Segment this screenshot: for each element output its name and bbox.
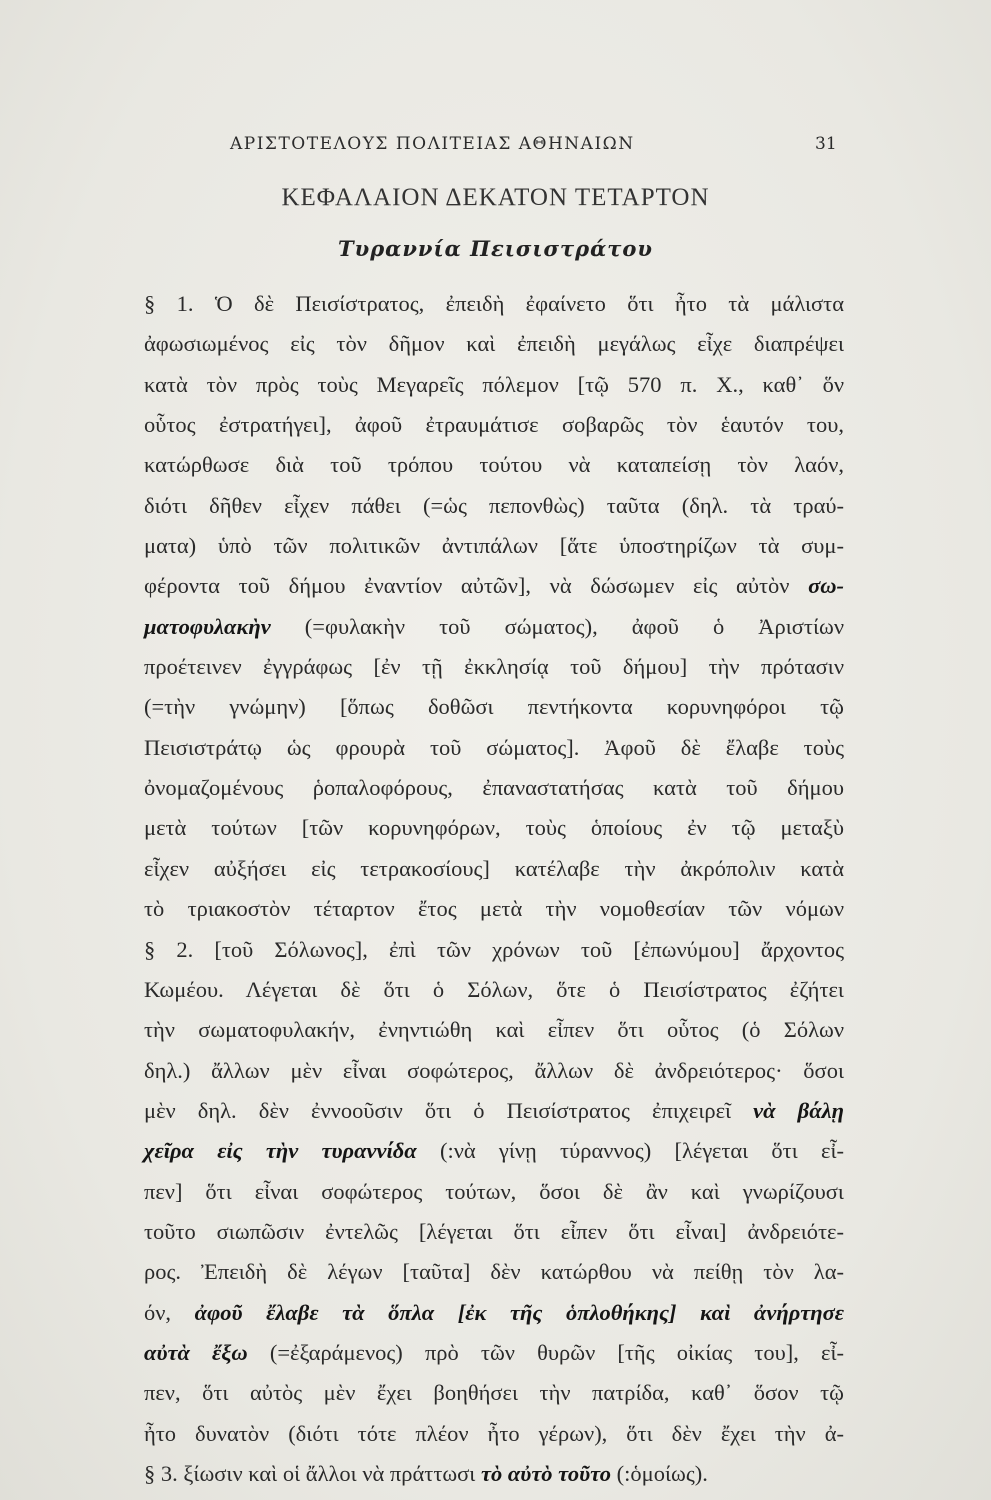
text-run: δηλ.) ἄλλων μὲν εἶναι σοφώτερος, ἄλλων δὲ ἀνδρειότερος· ὅσοι (144, 1057, 844, 1083)
emphasized-text: ἀφοῦ ἔλαβε τὰ ὅπλα [ἐκ τῆς ὁπλοθήκης] καὶ ἀνήρτησε (194, 1299, 844, 1325)
text-line (144, 445, 844, 485)
chapter-heading: ΚΕΦΑΛΑΙΟΝ ΔΕΚΑΤΟΝ ΤΕΤΑΡΤΟΝ (281, 184, 710, 211)
text-line (144, 1091, 844, 1131)
text-line (144, 768, 844, 808)
body-text (144, 284, 844, 1494)
text-run: κατώρθωσε διὰ τοῦ τρόπου τούτου νὰ καταπείσῃ τὸν λαόν, (144, 452, 844, 478)
text-line (144, 647, 844, 687)
text-run: (:ὁμοίως). (611, 1460, 708, 1486)
text-line (144, 1051, 844, 1091)
text-run: § 2. [τοῦ Σόλωνος], ἐπὶ τῶν χρόνων τοῦ [ἐπωνύμου] ἄρχοντος (144, 936, 844, 962)
text-line (144, 526, 844, 566)
text-line (144, 1373, 844, 1413)
text-line (144, 365, 844, 405)
text-run: οὗτος ἐστρατήγει], ἀφοῦ ἐτραυμάτισε σοβαρῶς τὸν ἑαυτόν του, (144, 412, 844, 438)
text-run: τοῦτο σιωπῶσιν ἐντελῶς [λέγεται ὅτι εἶπεν ὅτι εἶναι] ἀνδρειότε- (144, 1218, 844, 1244)
text-run: προέτεινεν ἐγγράφως [ἐν τῇ ἐκκλησίᾳ τοῦ δήμου] τὴν πρότασιν (144, 654, 844, 680)
text-run: (=ἐξαράμενος) πρὸ τῶν θυρῶν [τῆς οἰκίας του], εἶ- (247, 1339, 845, 1365)
text-line (144, 728, 844, 768)
text-run: κατὰ τὸν πρὸς τοὺς Μεγαρεῖς πόλεμον [τῷ 570 π. Χ., καθ᾽ ὅν (144, 371, 844, 397)
emphasized-text: ματοφυλακὴν (144, 613, 271, 639)
text-run: § 1. Ὁ δὲ Πεισίστρατος, ἐπειδὴ ἐφαίνετο ὅτι ἦτο τὰ μάλιστα (144, 291, 844, 316)
emphasized-text: χεῖρα εἰς τὴν τυραννίδα (144, 1138, 417, 1164)
text-run: εἶχεν αὐξήσει εἰς τετρακοσίους] κατέλαβε τὴν ἀκρόπολιν κατὰ (144, 855, 844, 881)
text-run: ματα) ὑπὸ τῶν πολιτικῶν ἀντιπάλων [ἅτε ὑποστηρίζων τὰ συμ- (144, 533, 844, 559)
text-run: φέροντα τοῦ δήμου ἐναντίον αὐτῶν], νὰ δώσωμεν εἰς αὐτὸν (144, 573, 809, 599)
text-line (144, 1010, 844, 1050)
text-line (144, 1414, 844, 1454)
text-line (144, 808, 844, 848)
text-run: πεν, ὅτι αὐτὸς μὲν ἔχει βοηθήσει τὴν πατρίδα, καθ᾽ ὅσον τῷ (144, 1380, 844, 1406)
text-line (144, 1333, 844, 1373)
text-line (144, 1293, 844, 1333)
text-run: (=τὴν γνώμην) [ὅπως δοθῶσι πεντήκοντα κορυνηφόροι τῷ (144, 694, 844, 720)
emphasized-text: νὰ βάλῃ (753, 1097, 844, 1123)
running-title: ΑΡΙΣΤΟΤΕΛΟΥΣ ΠΟΛΙΤΕΙΑΣ ΑΘΗΝΑΙΩΝ (230, 134, 635, 154)
text-run: διότι δῆθεν εἶχεν πάθει (=ὡς πεπονθὼς) ταῦτα (δηλ. τὰ τραύ- (144, 492, 844, 518)
text-line (144, 324, 844, 364)
text-run: μὲν δηλ. δὲν ἐννοοῦσιν ὅτι ὁ Πεισίστρατος ἐπιχειρεῖ (144, 1097, 754, 1123)
text-run: ἀφωσιωμένος εἰς τὸν δῆμον καὶ ἐπειδὴ μεγάλως εἶχε διαπρέψει (144, 331, 844, 357)
text-run: τὴν σωματοφυλακήν, ἐνηντιώθη καὶ εἶπεν ὅτι οὗτος (ὁ Σόλων (144, 1017, 844, 1043)
text-line (144, 405, 844, 445)
emphasized-text: σω- (808, 573, 844, 599)
text-run: (:νὰ γίνῃ τύραννος) [λέγεται ὅτι εἶ- (416, 1138, 844, 1164)
text-line (144, 1212, 844, 1252)
text-run: πεν] ὅτι εἶναι σοφώτερος τούτων, ὅσοι δὲ ἂν καὶ γνωρίζουσι (144, 1178, 844, 1204)
text-line (144, 1131, 844, 1171)
text-run: τὸ τριακοστὸν τέταρτον ἔτος μετὰ τὴν νομοθεσίαν τῶν νόμων (144, 896, 844, 922)
text-run: όν, (144, 1299, 195, 1325)
page-number: 31 (815, 134, 837, 154)
text-line (144, 1172, 844, 1212)
text-line (144, 1252, 844, 1292)
text-line (144, 607, 844, 647)
text-line (144, 930, 844, 970)
running-head (0, 134, 991, 158)
text-line (144, 970, 844, 1010)
text-run: μετὰ τούτων [τῶν κορυνηφόρων, τοὺς ὁποίους ἐν τῷ μεταξὺ (144, 815, 844, 841)
text-run: Κωμέου. Λέγεται δὲ ὅτι ὁ Σόλων, ὅτε ὁ Πεισίστρατος ἐζήτει (144, 976, 844, 1002)
text-run: (=φυλακὴν τοῦ σώματος), ἀφοῦ ὁ Ἀριστίων (270, 613, 844, 639)
text-run: ὀνομαζομένους ῥοπαλοφόρους, ἐπαναστατήσας κατὰ τοῦ δήμου (144, 775, 844, 801)
chapter-subtitle: Τυραννία Πεισιστράτου (338, 236, 653, 261)
text-line (144, 1454, 844, 1494)
text-line (144, 849, 844, 889)
text-line (144, 284, 844, 324)
emphasized-text: αὐτὰ ἔξω (144, 1339, 248, 1365)
text-line (144, 889, 844, 929)
text-run: § 3. ξίωσιν καὶ οἱ ἄλλοι νὰ πράττωσι (144, 1460, 481, 1486)
emphasized-text: τὸ αὐτὸ τοῦτο (480, 1460, 612, 1486)
text-line (144, 566, 844, 606)
text-run: ρος. Ἐπειδὴ δὲ λέγων [ταῦτα] δὲν κατώρθου νὰ πείθῃ τὸν λα- (144, 1259, 844, 1285)
text-line (144, 486, 844, 526)
text-run: Πεισιστράτῳ ὡς φρουρὰ τοῦ σώματος]. Ἀφοῦ δὲ ἔλαβε τοὺς (144, 734, 844, 760)
text-line (144, 687, 844, 727)
text-run: ἦτο δυνατὸν (διότι τότε πλέον ἦτο γέρων), ὅτι δὲν ἔχει τὴν ἀ- (144, 1420, 844, 1446)
